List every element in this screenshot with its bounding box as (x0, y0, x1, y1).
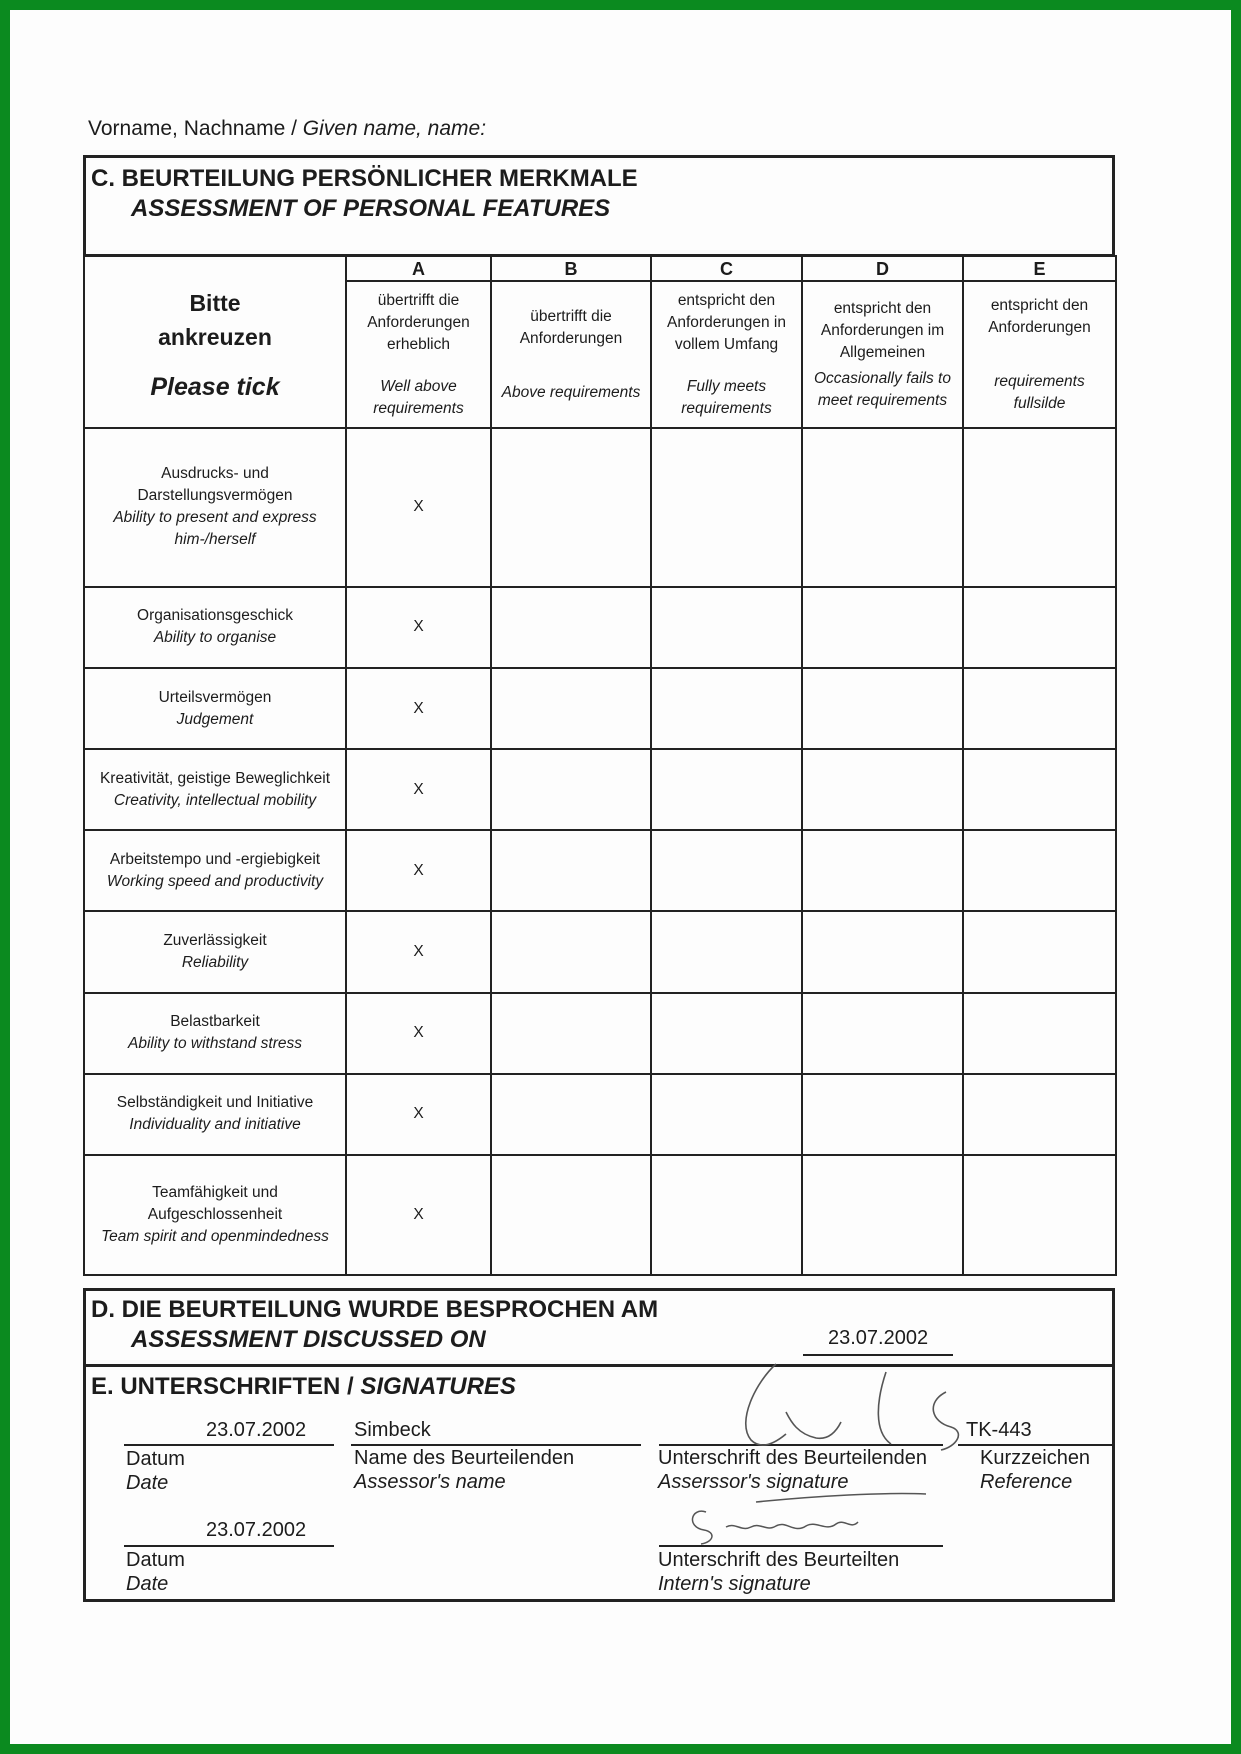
criterion-label: Selbständigkeit und Initiative Individuality and initiative (84, 1074, 346, 1155)
instruction-line2: ankreuzen (158, 324, 272, 350)
column-desc-b: übertrifft die Anforderungen Above requirements (491, 281, 651, 428)
criterion-label: Ausdrucks- und Darstellungsvermögen Ability to present and express him-/herself (84, 428, 346, 587)
mark-c (651, 668, 802, 749)
section-d-subtitle: ASSESSMENT DISCUSSED ON (131, 1326, 486, 1353)
mark-c (651, 1155, 802, 1275)
mark-e (963, 1155, 1116, 1275)
intern-date-label: Datum Date (126, 1549, 185, 1595)
mark-d (802, 749, 963, 830)
column-letter-a: A (346, 256, 491, 281)
mark-b (491, 1155, 651, 1275)
instruction-line1: Bitte (189, 290, 241, 316)
criterion-row (84, 668, 1116, 749)
column-desc-a: übertrifft die Anforderungen erheblich Well above requirements (346, 281, 491, 428)
mark-e (963, 993, 1116, 1074)
mark-e (963, 1074, 1116, 1155)
mark-b (491, 428, 651, 587)
criterion-label: Belastbarkeit Ability to withstand stress (84, 993, 346, 1074)
mark-a: X (346, 587, 491, 668)
criterion-row (84, 1155, 1116, 1275)
column-letter-b: B (491, 256, 651, 281)
criterion-row (84, 428, 1116, 587)
section-e-title: E. UNTERSCHRIFTEN / SIGNATURES (91, 1373, 516, 1400)
mark-e (963, 668, 1116, 749)
mark-d (802, 993, 963, 1074)
instruction-cell (84, 256, 346, 428)
mark-c (651, 830, 802, 911)
mark-d (802, 830, 963, 911)
mark-e (963, 749, 1116, 830)
intern-date-line (124, 1545, 334, 1547)
discussion-date: 23.07.2002 (828, 1327, 929, 1349)
reference-code: TK-443 (966, 1419, 1032, 1441)
section-e-box (83, 1364, 1115, 1602)
given-name-label: Vorname, Nachname / Given name, name: (88, 117, 487, 140)
mark-d (802, 668, 963, 749)
mark-a: X (346, 428, 491, 587)
criterion-label: Arbeitstempo und -ergiebigkeit Working speed and productivity (84, 830, 346, 911)
criterion-label: Zuverlässigkeit Reliability (84, 911, 346, 992)
assessor-name-label: Name des Beurteilenden Assessor's name (354, 1447, 575, 1493)
assessor-signature-label: Unterschrift des Beurteilenden Asserssor's signature (658, 1447, 928, 1493)
mark-c (651, 587, 802, 668)
mark-d (802, 428, 963, 587)
mark-a: X (346, 1074, 491, 1155)
reference-label: Kurzzeichen Reference (980, 1447, 1091, 1493)
signing-date: 23.07.2002 (206, 1419, 307, 1441)
assessor-name: Simbeck (354, 1419, 431, 1441)
section-c-subtitle: ASSESSMENT OF PERSONAL FEATURES (131, 195, 611, 222)
criterion-label: Urteilsvermögen Judgement (84, 668, 346, 749)
mark-b (491, 1074, 651, 1155)
mark-d (802, 1155, 963, 1275)
mark-a: X (346, 1155, 491, 1275)
mark-c (651, 911, 802, 992)
column-letter-e: E (963, 256, 1116, 281)
section-d-title: D. DIE BEURTEILUNG WURDE BESPROCHEN AM (91, 1296, 659, 1323)
mark-d (802, 1074, 963, 1155)
mark-e (963, 911, 1116, 992)
mark-a: X (346, 911, 491, 992)
instruction-en: Please tick (150, 373, 280, 401)
mark-b (491, 668, 651, 749)
column-letter-c: C (651, 256, 802, 281)
criterion-row (84, 749, 1116, 830)
date-label: Datum Date (126, 1448, 185, 1494)
criterion-label: Organisationsgeschick Ability to organise (84, 587, 346, 668)
assessment-table (83, 255, 1117, 1276)
column-desc-c: entspricht den Anforderungen in vollem Umfang Fully meets requirements (651, 281, 802, 428)
criterion-row (84, 993, 1116, 1074)
intern-signing-date: 23.07.2002 (206, 1519, 307, 1541)
mark-a: X (346, 830, 491, 911)
intern-signature-label: Unterschrift des Beurteilten Intern's signature (658, 1549, 900, 1595)
mark-a: X (346, 749, 491, 830)
mark-a: X (346, 668, 491, 749)
column-letter-d: D (802, 256, 963, 281)
section-c-title: C. BEURTEILUNG PERSÖNLICHER MERKMALE (91, 165, 638, 192)
mark-e (963, 428, 1116, 587)
mark-b (491, 911, 651, 992)
signing-date-line (124, 1444, 334, 1446)
criterion-label: Kreativität, geistige Beweglichkeit Creativity, intellectual mobility (84, 749, 346, 830)
mark-e (963, 830, 1116, 911)
mark-b (491, 749, 651, 830)
mark-c (651, 749, 802, 830)
mark-e (963, 587, 1116, 668)
column-desc-e: entspricht den Anforderungen requirements fullsilde (963, 281, 1116, 428)
criterion-row (84, 911, 1116, 992)
section-c-header (83, 155, 1115, 257)
mark-c (651, 993, 802, 1074)
criterion-row (84, 587, 1116, 668)
criterion-row (84, 830, 1116, 911)
criterion-label: Teamfähigkeit und Aufgeschlossenheit Team spirit and openmindedness (84, 1155, 346, 1275)
mark-b (491, 993, 651, 1074)
mark-b (491, 830, 651, 911)
mark-d (802, 911, 963, 992)
assessor-signature (716, 1352, 1076, 1462)
mark-a: X (346, 993, 491, 1074)
mark-c (651, 428, 802, 587)
mark-b (491, 587, 651, 668)
mark-d (802, 587, 963, 668)
mark-c (651, 1074, 802, 1155)
column-desc-d: entspricht den Anforderungen im Allgemeinen Occasionally fails to meet requirements (802, 281, 963, 428)
criterion-row (84, 1074, 1116, 1155)
intern-signature (666, 1482, 966, 1552)
